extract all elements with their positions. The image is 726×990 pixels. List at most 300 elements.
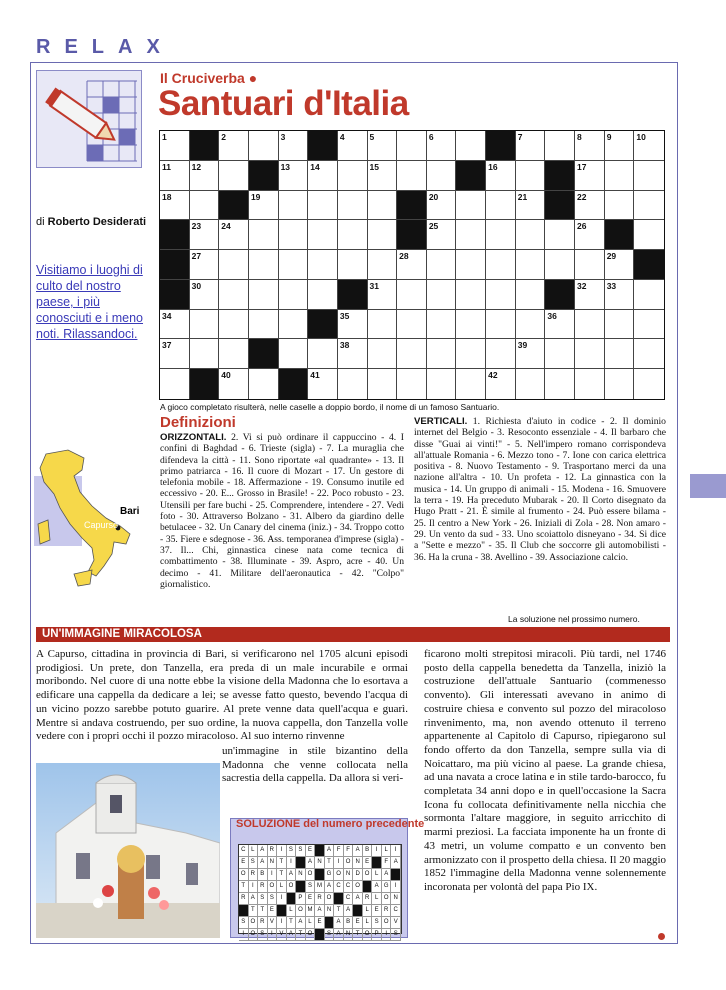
grid-cell xyxy=(249,369,279,399)
solution-cell: N xyxy=(344,869,354,881)
grid-cell xyxy=(605,280,635,310)
grid-cell xyxy=(160,310,190,340)
solution-cell: O xyxy=(287,881,297,893)
grid-cell xyxy=(338,131,368,161)
grid-cell xyxy=(368,310,398,340)
author-credit: di Roberto Desiderati xyxy=(36,216,147,228)
grid-cell xyxy=(605,220,635,250)
grid-cell xyxy=(160,369,190,399)
grid-cell xyxy=(545,131,575,161)
grid-cell-number: 7 xyxy=(517,132,523,142)
grid-cell xyxy=(249,191,279,221)
grid-cell xyxy=(575,220,605,250)
grid-cell-number: 38 xyxy=(339,340,350,351)
solution-cell: F xyxy=(382,857,392,869)
grid-cell xyxy=(308,161,338,191)
solution-cell: T xyxy=(258,905,268,917)
grid-cell xyxy=(219,280,249,310)
solution-cell: G xyxy=(325,869,335,881)
grid-cell xyxy=(338,220,368,250)
solution-cell: B xyxy=(344,917,354,929)
grid-cell xyxy=(575,369,605,399)
solution-cell: N xyxy=(315,857,325,869)
solution-cell: S xyxy=(258,929,268,941)
solution-cell: A xyxy=(258,857,268,869)
grid-cell-number: 39 xyxy=(517,340,528,351)
solution-cell: S xyxy=(296,845,306,857)
grid-cell xyxy=(190,339,220,369)
grid-cell xyxy=(160,250,190,280)
solution-cell: I xyxy=(277,845,287,857)
grid-cell xyxy=(190,369,220,399)
grid-cell xyxy=(516,250,546,280)
solution-cell: B xyxy=(363,845,373,857)
grid-cell xyxy=(279,131,309,161)
grid-cell xyxy=(249,280,279,310)
grid-cell xyxy=(427,280,457,310)
solution-cell: R xyxy=(258,917,268,929)
grid-cell xyxy=(456,280,486,310)
section-header: RELAX xyxy=(36,36,174,58)
grid-cell xyxy=(486,339,516,369)
grid-cell xyxy=(368,369,398,399)
solution-cell xyxy=(239,905,249,917)
grid-cell xyxy=(545,280,575,310)
grid-cell xyxy=(634,369,664,399)
grid-cell xyxy=(368,339,398,369)
grid-cell xyxy=(634,250,664,280)
grid-cell xyxy=(486,369,516,399)
grid-cell-number: 32 xyxy=(577,280,587,291)
end-mark xyxy=(658,933,665,940)
map-label-bari: Bari xyxy=(120,506,140,517)
grid-cell xyxy=(486,280,516,310)
crossword-pencil-logo xyxy=(36,70,142,168)
grid-cell xyxy=(368,220,398,250)
grid-cell xyxy=(427,161,457,191)
solution-title: SOLUZIONE del numero precedente xyxy=(236,818,425,830)
grid-cell-number: 34 xyxy=(162,310,172,321)
solution-cell: E xyxy=(315,917,325,929)
solution-cell: L xyxy=(363,917,373,929)
solution-cell: S xyxy=(325,929,335,941)
solution-cell: A xyxy=(325,845,335,857)
solution-cell: I xyxy=(287,857,297,869)
grid-cell xyxy=(427,339,457,369)
solution-cell: I xyxy=(382,929,392,941)
grid-cell xyxy=(516,369,546,399)
solution-cell xyxy=(325,917,335,929)
grid-cell-number: 3 xyxy=(280,132,286,142)
solution-grid xyxy=(238,844,402,937)
grid-cell xyxy=(456,310,486,340)
solution-cell: A xyxy=(287,869,297,881)
solution-cell: C xyxy=(344,881,354,893)
solution-cell: A xyxy=(296,917,306,929)
solution-cell: O xyxy=(382,893,392,905)
grid-cell xyxy=(219,369,249,399)
grid-cell xyxy=(634,161,664,191)
grid-cell xyxy=(634,220,664,250)
grid-cell xyxy=(486,191,516,221)
grid-cell xyxy=(545,161,575,191)
grid-cell xyxy=(368,250,398,280)
grid-cell-number: 40 xyxy=(221,370,231,381)
grid-cell-number: 41 xyxy=(310,370,320,381)
grid-cell-number: 31 xyxy=(369,280,379,291)
solution-cell: N xyxy=(325,905,335,917)
solution-cell: A xyxy=(344,905,354,917)
grid-cell xyxy=(456,220,486,250)
grid-cell-number: 13 xyxy=(280,161,291,172)
article-paragraph-1b: un'immagine in stile bizantino della Madonna che venne collocata nella sacrestia della cappella. Da allora si veri- xyxy=(222,745,408,785)
solution-cell: L xyxy=(363,905,373,917)
grid-cell-number: 22 xyxy=(577,191,587,202)
grid-cell xyxy=(575,280,605,310)
solution-cell: V xyxy=(391,917,401,929)
solution-cell: P xyxy=(372,929,382,941)
grid-cell xyxy=(219,339,249,369)
grid-cell xyxy=(456,131,486,161)
solution-cell: O xyxy=(382,917,392,929)
solution-cell: C xyxy=(334,881,344,893)
horizontal-clues: ORIZZONTALI. 2. Vi si può ordinare il cappuccino - 4. I confini di Baghdad - 6. Trieste (sigla) - 7. La muraglia che difendeva la città - 11. Sono riportate «al quadrante» - 13. Il primo patriarca - 16. Il cuore di Mozart - 17. Un gestore di telefonia mobile - 18. Affermazione - 19. Consumo inutile ed eccessivo - 20. E... Grosso in Brasile! - 22. Poco robusto - 23. Utensili per fare buchi - 25. Comprendere, intendere - 27. Vedi foto - 30. Attraverso Bolzano - 31. Albero da giardino delle betulacee - 32. Un Canary del cinema (iniz.) - 34. Troppo cotto - 35. Fiere e sdegnose - 36. Ass. temporanea d'imprese (sigla) - 37. Il... Chi, ginnastica cinese nata come tecnica di combattimento - 38. Illuminate - 39. Aspro, acre - 40. Un decimo - 41. Militare dell'aeronautica - 42. "Colpo" giornalistico. xyxy=(160,432,404,590)
grid-cell-number: 20 xyxy=(428,191,439,202)
grid-cell-number: 10 xyxy=(636,132,646,142)
solution-cell: O xyxy=(363,869,373,881)
solution-cell: S xyxy=(287,845,297,857)
grid-cell-number: 5 xyxy=(369,132,375,142)
solution-cell: A xyxy=(391,857,401,869)
grid-cell xyxy=(456,369,486,399)
grid-cell xyxy=(160,280,190,310)
solution-cell: L xyxy=(372,869,382,881)
grid-cell xyxy=(575,131,605,161)
grid-cell xyxy=(605,131,635,161)
grid-cell xyxy=(160,131,190,161)
solution-cell: R xyxy=(249,869,259,881)
sanctuary-photo xyxy=(36,763,220,938)
grid-cell-number: 12 xyxy=(191,161,202,172)
grid-cell xyxy=(397,220,427,250)
solution-cell: B xyxy=(258,869,268,881)
grid-cell xyxy=(219,131,249,161)
grid-cell-number: 8 xyxy=(577,132,582,142)
solution-cell xyxy=(315,929,325,941)
grid-cell-number: 14 xyxy=(310,161,320,172)
grid-cell xyxy=(190,250,220,280)
grid-cell xyxy=(427,191,457,221)
grid-cell xyxy=(368,161,398,191)
solution-cell: T xyxy=(277,869,287,881)
solution-cell: I xyxy=(268,869,278,881)
solution-cell: C xyxy=(344,893,354,905)
grid-cell xyxy=(219,250,249,280)
solution-cell: L xyxy=(287,905,297,917)
solution-cell: L xyxy=(372,893,382,905)
article-paragraph-1: A Capurso, cittadina in provincia di Bari, si verificarono nel 1705 alcuni episodi prodigiosi. Un prete, don Tanzella, era preda di un male incurabile e ormai moribondo. Nel cuore di una notte ebbe la visione della Madonna che lo esortava a edificare una cappella da dedicare a lei; se avesse fatto questo, bevendo l'acqua di un vicino pozzo sarebbe potuto guarire. Al prete venne data quell'acqua e guarì. Mentre si andava costruendo, per suo ordine, la nuova cappella, don Tanzella volle vedere con i propri occhi il pozzo miracoloso. Al suo interno rinvenne xyxy=(36,648,408,743)
solution-cell: S xyxy=(391,929,401,941)
grid-cell xyxy=(516,280,546,310)
solution-note: La soluzione nel prossimo numero. xyxy=(508,614,640,624)
grid-cell xyxy=(279,339,309,369)
tagline: Visitiamo i luoghi di culto del nostro paese, i più conosciuti e i meno noti. Rilassandoci. xyxy=(36,263,144,341)
solution-cell: A xyxy=(249,893,259,905)
solution-cell: A xyxy=(258,845,268,857)
grid-cell xyxy=(605,369,635,399)
grid-cell xyxy=(397,250,427,280)
solution-cell: L xyxy=(249,845,259,857)
grid-cell xyxy=(279,191,309,221)
solution-cell xyxy=(296,857,306,869)
solution-cell: S xyxy=(268,893,278,905)
solution-cell: T xyxy=(277,857,287,869)
solution-cell: A xyxy=(382,869,392,881)
solution-cell: P xyxy=(296,893,306,905)
solution-cell: A xyxy=(325,881,335,893)
grid-cell xyxy=(249,131,279,161)
solution-cell: R xyxy=(258,881,268,893)
solution-cell: G xyxy=(382,881,392,893)
solution-cell: N xyxy=(353,857,363,869)
grid-cell xyxy=(368,191,398,221)
definitions-title: Definizioni xyxy=(160,414,236,431)
grid-cell xyxy=(575,250,605,280)
solution-cell: S xyxy=(306,881,316,893)
grid-cell xyxy=(279,280,309,310)
article-banner: UN'IMMAGINE MIRACOLOSA xyxy=(36,627,670,642)
grid-cell xyxy=(160,220,190,250)
grid-cell xyxy=(160,339,190,369)
grid-cell xyxy=(279,250,309,280)
solution-cell: A xyxy=(315,905,325,917)
solution-cell: I xyxy=(334,857,344,869)
side-tab xyxy=(690,474,726,498)
grid-cell xyxy=(308,250,338,280)
solution-cell: T xyxy=(296,929,306,941)
grid-cell xyxy=(634,310,664,340)
grid-cell xyxy=(634,131,664,161)
grid-cell-number: 35 xyxy=(339,310,350,321)
grid-cell-number: 21 xyxy=(517,191,528,202)
grid-cell-number: 42 xyxy=(488,370,498,381)
grid-cell-number: 28 xyxy=(399,251,409,262)
solution-cell xyxy=(372,857,382,869)
grid-cell xyxy=(486,131,516,161)
solution-cell xyxy=(391,869,401,881)
solution-cell: R xyxy=(268,845,278,857)
solution-cell: T xyxy=(239,881,249,893)
grid-cell xyxy=(338,369,368,399)
grid-cell xyxy=(397,339,427,369)
grid-cell-number: 17 xyxy=(577,161,587,172)
solution-cell xyxy=(334,893,344,905)
grid-cell xyxy=(427,369,457,399)
grid-cell-number: 30 xyxy=(191,280,202,291)
grid-cell xyxy=(516,161,546,191)
grid-cell xyxy=(634,280,664,310)
grid-cell-number: 33 xyxy=(606,280,617,291)
solution-cell: O xyxy=(268,881,278,893)
grid-cell xyxy=(308,220,338,250)
grid-cell xyxy=(308,280,338,310)
grid-cell xyxy=(308,310,338,340)
grid-cell xyxy=(605,161,635,191)
solution-cell: F xyxy=(334,845,344,857)
grid-cell xyxy=(575,339,605,369)
grid-cell xyxy=(575,310,605,340)
grid-cell xyxy=(219,310,249,340)
grid-cell xyxy=(190,280,220,310)
grid-cell xyxy=(516,339,546,369)
solution-cell: I xyxy=(249,881,259,893)
solution-cell: V xyxy=(277,929,287,941)
solution-cell: E xyxy=(268,905,278,917)
solution-cell: A xyxy=(334,917,344,929)
grid-cell xyxy=(456,191,486,221)
grid-cell-number: 16 xyxy=(488,161,498,172)
solution-cell: C xyxy=(239,845,249,857)
grid-cell xyxy=(308,369,338,399)
crossword-grid xyxy=(159,130,665,400)
grid-cell-number: 36 xyxy=(547,310,557,321)
grid-cell xyxy=(338,310,368,340)
solution-cell: F xyxy=(344,845,354,857)
grid-cell xyxy=(397,310,427,340)
solution-cell: A xyxy=(287,929,297,941)
grid-cell xyxy=(397,191,427,221)
grid-cell xyxy=(545,339,575,369)
grid-cell xyxy=(605,250,635,280)
grid-cell xyxy=(634,339,664,369)
solution-cell: T xyxy=(287,917,297,929)
grid-cell-number: 15 xyxy=(369,161,379,172)
grid-cell-number: 19 xyxy=(250,191,261,202)
grid-cell-number: 27 xyxy=(191,251,202,262)
grid-cell-number: 23 xyxy=(191,221,202,232)
grid-cell xyxy=(249,310,279,340)
solution-cell xyxy=(363,881,373,893)
solution-cell: S xyxy=(258,893,268,905)
solution-cell: O xyxy=(334,869,344,881)
grid-cell xyxy=(516,220,546,250)
grid-cell xyxy=(486,220,516,250)
grid-cell xyxy=(160,191,190,221)
map-label-capurso: Capurso xyxy=(84,520,119,530)
grid-cell-number: 2 xyxy=(221,132,227,142)
grid-cell xyxy=(486,161,516,191)
solution-cell: E xyxy=(372,905,382,917)
grid-cell xyxy=(279,369,309,399)
solution-cell: N xyxy=(296,869,306,881)
grid-cell-number: 26 xyxy=(577,221,587,232)
grid-cell xyxy=(397,369,427,399)
grid-cell xyxy=(249,220,279,250)
grid-cell xyxy=(575,191,605,221)
grid-cell xyxy=(605,339,635,369)
solution-cell: A xyxy=(372,881,382,893)
grid-cell xyxy=(190,220,220,250)
grid-cell xyxy=(486,310,516,340)
grid-cell xyxy=(338,250,368,280)
solution-cell: O xyxy=(306,929,316,941)
solution-cell: S xyxy=(249,857,259,869)
grid-cell xyxy=(338,280,368,310)
grid-cell-number: 9 xyxy=(606,132,612,142)
grid-cell xyxy=(516,310,546,340)
grid-note: A gioco completato risulterà, nelle caselle a doppio bordo, il nome di un famoso Santuario. xyxy=(160,402,500,412)
solution-cell: E xyxy=(306,893,316,905)
grid-cell xyxy=(605,310,635,340)
grid-cell xyxy=(456,339,486,369)
grid-cell xyxy=(486,250,516,280)
grid-cell-number: 29 xyxy=(606,251,617,262)
grid-cell xyxy=(516,191,546,221)
solution-cell: O xyxy=(249,929,259,941)
grid-cell xyxy=(397,280,427,310)
grid-cell xyxy=(605,191,635,221)
solution-cell: I xyxy=(391,881,401,893)
solution-cell: T xyxy=(249,905,259,917)
solution-cell: S xyxy=(372,917,382,929)
grid-cell xyxy=(190,131,220,161)
grid-cell-number: 18 xyxy=(162,191,172,202)
grid-cell xyxy=(456,250,486,280)
solution-cell: M xyxy=(315,881,325,893)
grid-cell xyxy=(545,191,575,221)
grid-cell xyxy=(249,339,279,369)
grid-cell xyxy=(575,161,605,191)
vertical-clues: VERTICALI. 1. Richiesta d'aiuto in codice - 2. Il dominio internet del Belgio - 3. Resoconto essenziale - 4. Il barbaro che disse "Guai ai vinti!" - 5. Nell'impero romano corrispondeva all'attuale Romania - 6. Mezzo tono - 7. Ione con carica elettrica positiva - 8. Nuovo Testamento - 9. Trasportano merci da una nazione all'altra - 10. Un profeta - 12. La ginnastica con la musica - 14. Un gruppo di animali - 15. Modena - 16. Smuovere la terra - 19. Ha preceduto Mubarak - 20. Il Corto disegnato da Hugo Pratt - 21. È simile al frumento - 24. Può essere bilama - 25. Il centro a New York - 26. Iniziali di Zola - 28. Non amaro - 29. Un vento da sud - 33. Uno scoiattolo disneyano - 34. Si dice a "Sette e mezzo" - 35. Il Club che soccorre gli automobilisti - 36. Ha la cruna - 38. Avellino - 39. Associazione calcio. xyxy=(414,416,666,563)
solution-cell: S xyxy=(239,917,249,929)
grid-cell xyxy=(397,131,427,161)
grid-cell xyxy=(279,310,309,340)
solution-cell xyxy=(315,869,325,881)
grid-cell xyxy=(219,220,249,250)
grid-cell xyxy=(308,339,338,369)
solution-cell xyxy=(287,893,297,905)
solution-cell: R xyxy=(315,893,325,905)
grid-cell xyxy=(516,131,546,161)
grid-cell xyxy=(308,191,338,221)
solution-cell: C xyxy=(391,905,401,917)
solution-cell: I xyxy=(268,929,278,941)
grid-cell xyxy=(338,161,368,191)
grid-cell xyxy=(308,131,338,161)
solution-cell: O xyxy=(239,869,249,881)
grid-cell xyxy=(397,161,427,191)
grid-cell xyxy=(279,220,309,250)
grid-cell-number: 4 xyxy=(339,132,345,142)
solution-cell: I xyxy=(277,917,287,929)
solution-cell: R xyxy=(363,893,373,905)
solution-cell: O xyxy=(325,893,335,905)
grid-cell xyxy=(427,131,457,161)
grid-cell xyxy=(427,220,457,250)
solution-cell: N xyxy=(391,893,401,905)
solution-cell: T xyxy=(325,857,335,869)
grid-cell xyxy=(545,220,575,250)
solution-cell: D xyxy=(353,869,363,881)
grid-cell xyxy=(545,250,575,280)
solution-cell: O xyxy=(363,929,373,941)
solution-cell: T xyxy=(353,929,363,941)
solution-cell: L xyxy=(277,881,287,893)
grid-cell xyxy=(190,191,220,221)
grid-cell xyxy=(427,310,457,340)
solution-cell: M xyxy=(306,905,316,917)
solution-cell xyxy=(296,881,306,893)
